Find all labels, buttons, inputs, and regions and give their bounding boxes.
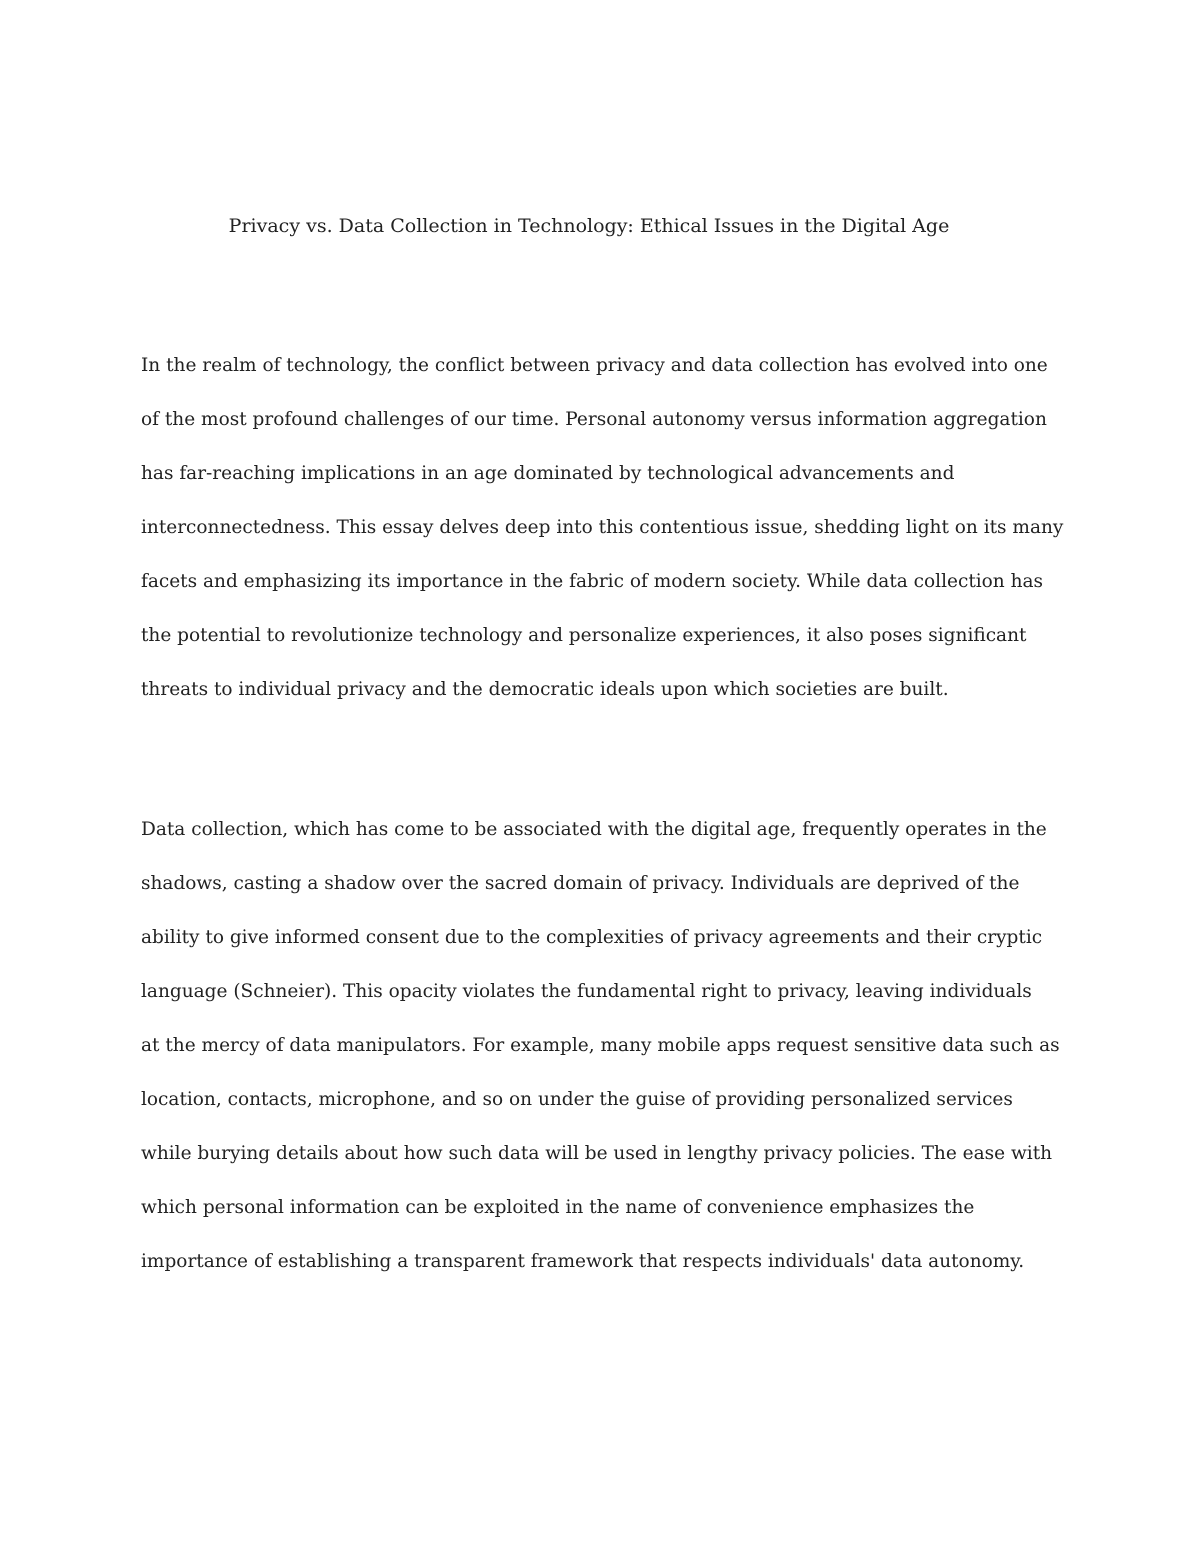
paragraph-line: interconnectedness. This essay delves deep into this contentious issue, shedding light on its many [141, 517, 1064, 538]
paragraph-1 [141, 346, 1081, 724]
paragraph-line: shadows, casting a shadow over the sacred domain of privacy. Individuals are deprived of the [141, 873, 1020, 894]
paragraph-line: at the mercy of data manipulators. For example, many mobile apps request sensitive data such as [141, 1035, 1060, 1056]
paragraph-line: Data collection, which has come to be associated with the digital age, frequently operates in the [141, 819, 1047, 840]
paragraph-line: facets and emphasizing its importance in the fabric of modern society. While data collection has [141, 571, 1044, 592]
paragraph-line: while burying details about how such data will be used in lengthy privacy policies. The ease with [141, 1143, 1053, 1164]
paragraph-line: importance of establishing a transparent framework that respects individuals' data autonomy. [141, 1251, 1025, 1272]
paragraph-line: of the most profound challenges of our time. Personal autonomy versus information aggregation [141, 409, 1047, 430]
paragraph-line: which personal information can be exploited in the name of convenience emphasizes the [141, 1197, 975, 1218]
paragraph-line: language (Schneier). This opacity violates the fundamental right to privacy, leaving individuals [141, 981, 1032, 1002]
paragraph-line: threats to individual privacy and the democratic ideals upon which societies are built. [141, 679, 949, 700]
paragraph-line: has far-reaching implications in an age dominated by technological advancements and [141, 463, 955, 484]
document-title: Privacy vs. Data Collection in Technology: Ethical Issues in the Digital Age [228, 215, 950, 237]
paragraph-line: In the realm of technology, the conflict between privacy and data collection has evolved into one [141, 355, 1048, 376]
paragraph-line: the potential to revolutionize technology and personalize experiences, it also poses significant [141, 625, 1027, 646]
paragraph-line: ability to give informed consent due to the complexities of privacy agreements and their cryptic [141, 927, 1043, 948]
paragraph-line: location, contacts, microphone, and so on under the guise of providing personalized services [141, 1089, 1013, 1110]
paragraph-2 [141, 810, 1081, 1296]
